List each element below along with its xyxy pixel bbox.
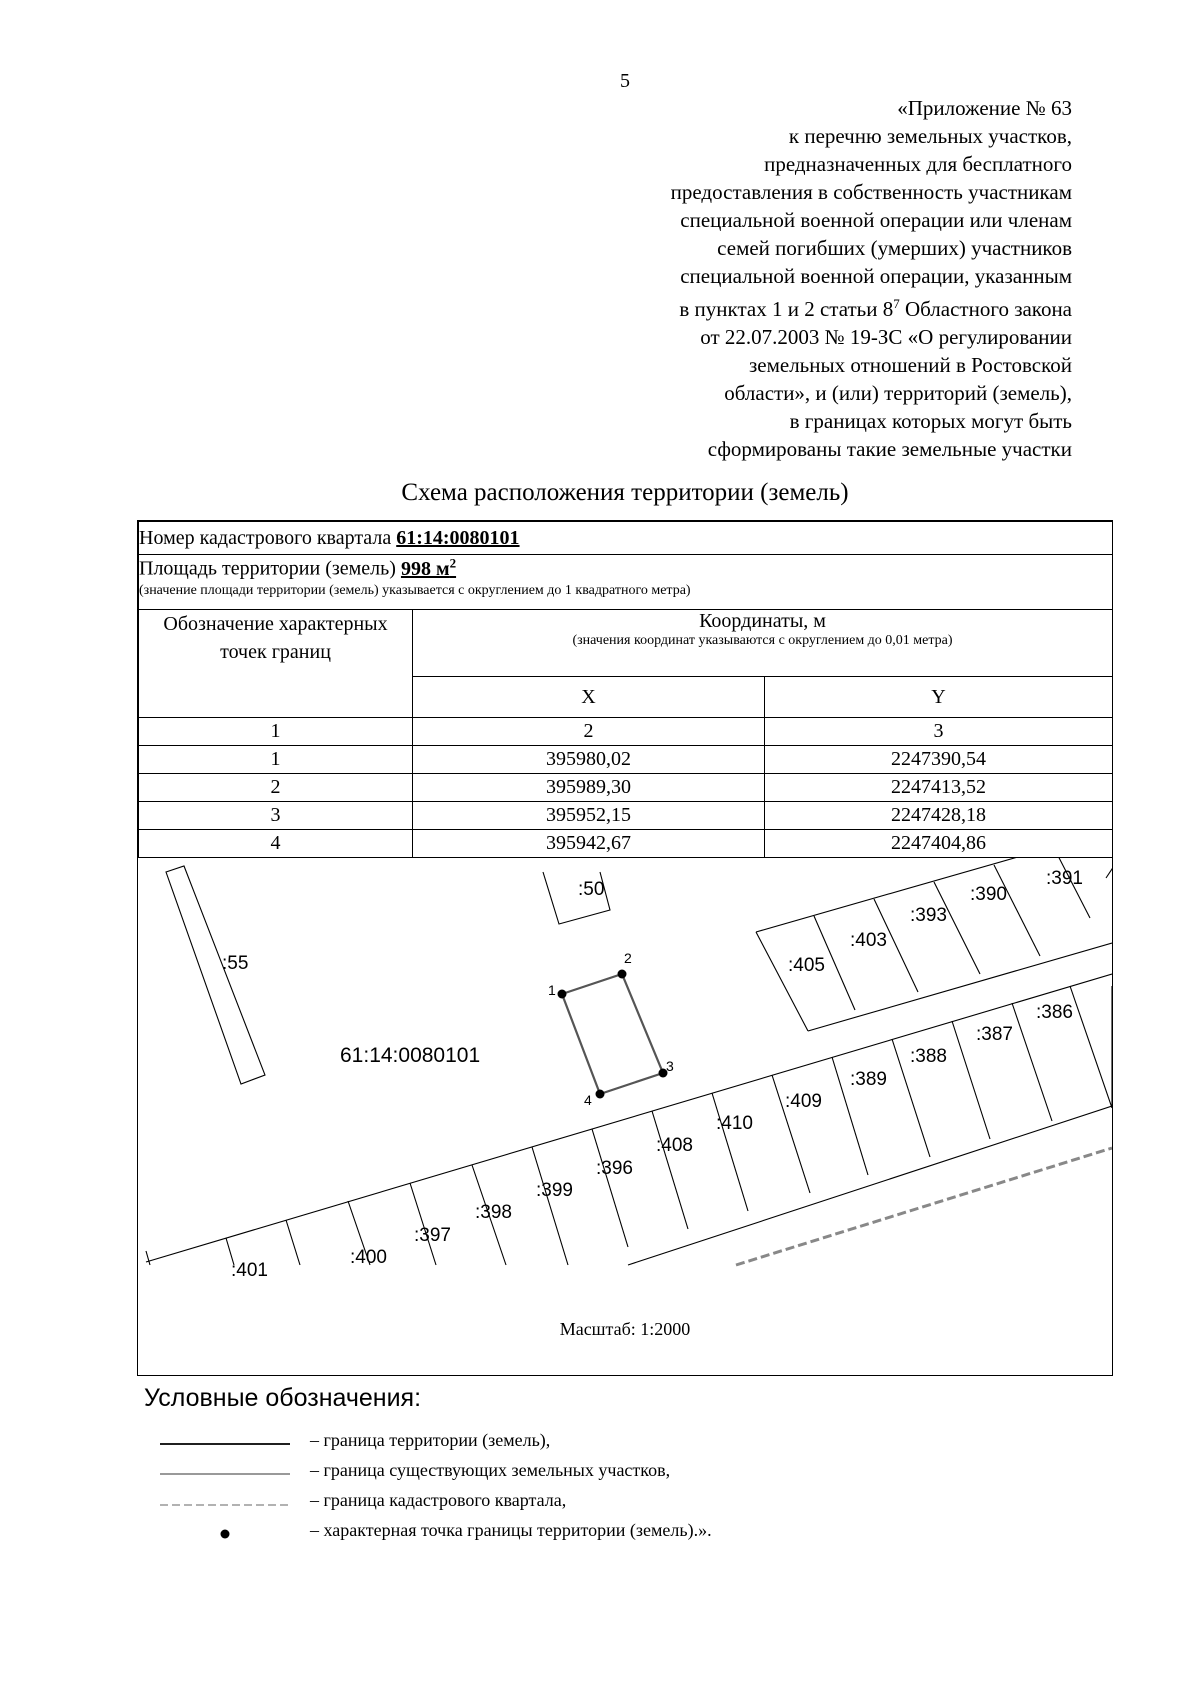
index-cell: 3 bbox=[765, 718, 1113, 746]
parcel-label: :389 bbox=[850, 1069, 887, 1090]
x-header: X bbox=[413, 677, 765, 718]
parcel-label: :401 bbox=[231, 1260, 268, 1281]
points-header: Обозначение характерных точек границ bbox=[139, 610, 413, 718]
parcel-label: :399 bbox=[536, 1180, 573, 1201]
legend-text: – граница существующих земельных участков, bbox=[310, 1460, 671, 1480]
cadastral-row bbox=[139, 522, 1113, 555]
annex-line: предназначенных для бесплатного bbox=[764, 152, 1072, 176]
area-label: Площадь территории (земель) bbox=[139, 557, 396, 580]
area-value: 998 м bbox=[400, 557, 450, 580]
area-value-wrap bbox=[400, 555, 457, 580]
parcel-label: :409 bbox=[785, 1091, 822, 1112]
point-label: 3 bbox=[666, 1058, 674, 1074]
coords-header bbox=[413, 610, 1113, 677]
parcel-label: :387 bbox=[976, 1024, 1013, 1045]
table-row bbox=[139, 802, 1113, 830]
table-row bbox=[139, 774, 1113, 802]
street-edge-main bbox=[146, 974, 1112, 1262]
parcel-edge bbox=[756, 932, 808, 1031]
legend-item bbox=[155, 1460, 855, 1490]
coords-note: (значения координат указываются с округлением до 0,01 метра) bbox=[572, 633, 953, 648]
parcel-boundary-symbol bbox=[160, 1471, 290, 1477]
annex-line: земельных отношений в Ростовской bbox=[748, 353, 1072, 377]
parcel-label: :400 bbox=[350, 1247, 387, 1268]
annex-line: специальной военной операции или членам bbox=[680, 208, 1072, 232]
parcel-label: :410 bbox=[716, 1113, 753, 1134]
parcel-label: :398 bbox=[475, 1202, 512, 1223]
boundary-point bbox=[596, 1090, 605, 1099]
parcel-label: :391 bbox=[1046, 868, 1083, 889]
annex-line: от 22.07.2003 № 19-ЗС «О регулировании bbox=[700, 325, 1072, 349]
annex-article-tail: Областного закона bbox=[899, 297, 1072, 321]
point-labels bbox=[548, 950, 674, 1108]
territory-boundary bbox=[562, 974, 663, 1094]
parcel-label: :393 bbox=[910, 905, 947, 926]
quarter-boundary-symbol bbox=[160, 1501, 290, 1507]
parcel-label: :388 bbox=[910, 1046, 947, 1067]
parcel-label: :396 bbox=[596, 1158, 633, 1179]
territory-boundary-symbol bbox=[160, 1441, 290, 1447]
parcel-boundaries bbox=[146, 858, 1112, 1265]
point-cell: 1 bbox=[139, 746, 413, 774]
coords-title: Координаты, м bbox=[699, 610, 826, 632]
legend-text: – граница территории (земель), bbox=[310, 1430, 551, 1450]
point-cell: 4 bbox=[139, 830, 413, 858]
table-row bbox=[139, 830, 1113, 858]
parcel-label: :50 bbox=[578, 879, 605, 900]
legend-text: – характерная точка границы территории (земель).». bbox=[310, 1520, 712, 1540]
parcel-label: :408 bbox=[656, 1135, 693, 1156]
annex-line: специальной военной операции, указанным bbox=[680, 264, 1072, 288]
parcel-edge bbox=[410, 1183, 436, 1265]
parcel-edge bbox=[592, 1129, 628, 1247]
index-row bbox=[139, 718, 1113, 746]
cadastral-label: Номер кадастрового квартала bbox=[139, 526, 392, 549]
parcel-55-boundary bbox=[166, 866, 265, 1084]
annex-line: семей погибших (умерших) участников bbox=[717, 236, 1072, 260]
area-cell bbox=[139, 555, 1113, 610]
cadastral-map bbox=[138, 858, 1112, 1346]
street-edge-south bbox=[628, 1106, 1112, 1265]
parcel-label: :55 bbox=[222, 953, 249, 974]
cadastral-quarter-boundary bbox=[736, 1148, 1112, 1265]
annex-article-superscript: 7 bbox=[893, 296, 900, 311]
index-cell: 1 bbox=[139, 718, 413, 746]
area-note: (значение площади территории (земель) указывается с округлением до 1 квадратного метра) bbox=[139, 582, 691, 598]
legend bbox=[155, 1430, 855, 1550]
y-cell: 2247428,18 bbox=[765, 802, 1113, 830]
x-cell: 395952,15 bbox=[413, 802, 765, 830]
point-cell: 2 bbox=[139, 774, 413, 802]
annex-line: предоставления в собственность участникам bbox=[670, 180, 1072, 204]
parcel-label: :397 bbox=[414, 1225, 451, 1246]
area-superscript: 2 bbox=[449, 555, 457, 570]
parcel-label: :386 bbox=[1036, 1002, 1073, 1023]
parcel-edge bbox=[1070, 986, 1112, 1108]
legend-item bbox=[155, 1520, 855, 1550]
point-cell: 3 bbox=[139, 802, 413, 830]
parcel-edge bbox=[994, 865, 1040, 956]
annex-header bbox=[512, 94, 1072, 463]
y-cell: 2247413,52 bbox=[765, 774, 1113, 802]
annex-article-text: в пунктах 1 и 2 статьи 8 bbox=[679, 297, 894, 321]
annex-line-article bbox=[512, 290, 1072, 323]
index-cell: 2 bbox=[413, 718, 765, 746]
page-number: 5 bbox=[620, 70, 630, 92]
cadastral-cell bbox=[139, 522, 1113, 555]
parcel-edge bbox=[712, 1093, 748, 1211]
y-cell: 2247404,86 bbox=[765, 830, 1113, 858]
parcel-edge bbox=[532, 1147, 568, 1265]
boundary-point bbox=[618, 970, 627, 979]
parcel-label: :390 bbox=[970, 884, 1007, 905]
coords-header-row bbox=[139, 610, 1113, 677]
annex-line: «Приложение № 63 bbox=[897, 96, 1072, 120]
y-header: Y bbox=[765, 677, 1113, 718]
cadastral-number: 61:14:0080101 bbox=[396, 526, 520, 549]
parcel-label: :405 bbox=[788, 955, 825, 976]
legend-item bbox=[155, 1430, 855, 1460]
parcel-label: :403 bbox=[850, 930, 887, 951]
boundary-point-symbol bbox=[160, 1528, 290, 1540]
annex-line: области», и (или) территорий (земель), bbox=[724, 381, 1072, 405]
x-cell: 395942,67 bbox=[413, 830, 765, 858]
legend-item bbox=[155, 1490, 855, 1520]
point-label: 4 bbox=[584, 1092, 592, 1108]
x-cell: 395989,30 bbox=[413, 774, 765, 802]
parcel-edge bbox=[652, 1111, 688, 1229]
legend-text: – граница кадастрового квартала, bbox=[310, 1490, 567, 1510]
parcel-edge bbox=[286, 1220, 300, 1265]
annex-line: в границах которых могут быть bbox=[789, 409, 1072, 433]
annex-line: сформированы такие земельные участки bbox=[707, 437, 1072, 461]
boundary-point bbox=[558, 990, 567, 999]
table-row bbox=[139, 746, 1113, 774]
map-canvas bbox=[138, 858, 1112, 1346]
parcel-edge bbox=[1106, 866, 1112, 878]
schema-frame bbox=[137, 520, 1113, 1376]
schema-title: Схема расположения территории (земель) bbox=[401, 479, 849, 506]
map-scale: Масштаб: 1:2000 bbox=[559, 1319, 691, 1339]
parcel-edge bbox=[146, 1251, 150, 1265]
point-label: 2 bbox=[624, 950, 632, 966]
area-row bbox=[139, 555, 1113, 610]
quarter-label: 61:14:0080101 bbox=[340, 1044, 481, 1067]
info-table bbox=[138, 521, 1113, 858]
legend-title: Условные обозначения: bbox=[144, 1384, 422, 1412]
point-label: 1 bbox=[548, 982, 556, 998]
y-cell: 2247390,54 bbox=[765, 746, 1113, 774]
parcel-labels bbox=[222, 868, 1083, 1281]
annex-line: к перечню земельных участков, bbox=[788, 124, 1072, 148]
x-cell: 395980,02 bbox=[413, 746, 765, 774]
